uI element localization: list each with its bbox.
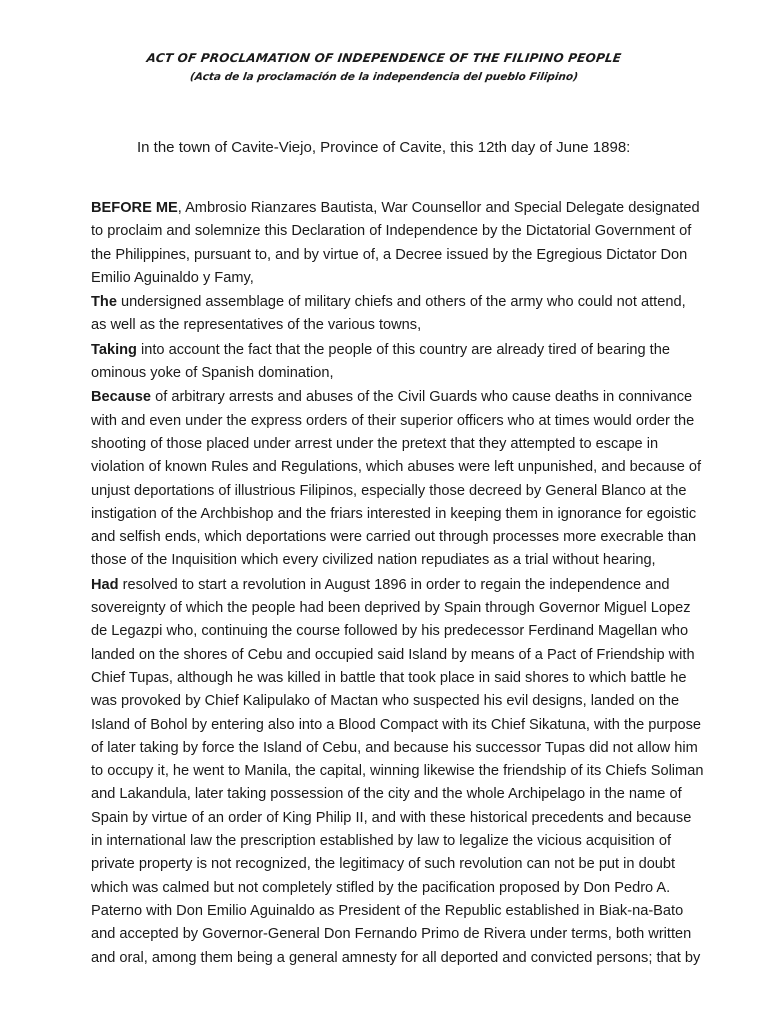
paragraph-text: unjust deportations of illustrious Filipinos, especially those decreed by General Blanco at the [91, 482, 687, 499]
paragraph [91, 574, 731, 970]
document-body [91, 197, 731, 971]
paragraph-text: violation of known Rules and Regulations, which abuses were left unpunished, and because of [91, 459, 702, 476]
paragraph-line [91, 433, 731, 456]
paragraph-text: of arbitrary arrests and abuses of the Civil Guards who cause deaths in connivance [151, 389, 693, 406]
paragraph-text: and oral, among them being a general amnesty for all deported and convicted persons; that by [91, 949, 701, 966]
paragraph-line [91, 620, 731, 643]
paragraph-line [91, 220, 731, 243]
paragraph-text: Spain by virtue of an order of King Philip II, and with these historical precedents and because [91, 809, 692, 826]
paragraph-lead-word: The [91, 294, 117, 311]
paragraph-line [91, 830, 731, 853]
paragraph-line [91, 900, 731, 923]
paragraph [91, 197, 731, 290]
paragraph-line [91, 362, 731, 385]
paragraph-line [91, 526, 731, 549]
paragraph-text: Island of Bohol by entering also into a Blood Compact with its Chief Sikatuna, with the purpose [91, 716, 702, 733]
paragraph-text: undersigned assemblage of military chiefs and others of the army who could not attend, [116, 294, 686, 311]
paragraph-line [91, 386, 731, 409]
paragraph-text: the Philippines, pursuant to, and by virtue of, a Decree issued by the Egregious Dictator Don [91, 246, 688, 263]
paragraph-line [91, 947, 731, 970]
paragraph-line [91, 267, 731, 290]
paragraph-text: Chief Tupas, although he was killed in battle that took place in said shores to which battle he [91, 669, 687, 686]
paragraph-text: into account the fact that the people of this country are already tired of bearing the [136, 341, 670, 358]
paragraph-text: to occupy it, he went to Manila, the capital, winning likewise the friendship of its Chiefs Soliman [91, 763, 704, 780]
paragraph-text: to proclaim and solemnize this Declaration of Independence by the Dictatorial Government of [91, 223, 692, 240]
paragraph-text: ominous yoke of Spanish domination, [91, 365, 334, 382]
paragraph-line [91, 456, 731, 479]
paragraph-line [91, 549, 731, 572]
intro-line: In the town of Cavite-Viejo, Province of Cavite, this 12th day of June 1898: [137, 139, 631, 156]
paragraph-line [91, 853, 731, 876]
document-subtitle: (Acta de la proclamación de la independencia del pueblo Filipino) [189, 71, 579, 83]
paragraph-text: instigation of the Archbishop and the friars interested in keeping them in ignorance for egoistic [91, 505, 697, 522]
paragraph-line [91, 244, 731, 267]
paragraph-line [91, 410, 731, 433]
paragraph-lead-word: Because [91, 389, 152, 406]
paragraph-line [91, 807, 731, 830]
paragraph [91, 291, 731, 338]
paragraph-line [91, 760, 731, 783]
paragraph-line [91, 574, 731, 597]
paragraph-text: and Lakandula, later taking possession of the city and the whole Archipelago in the name of [91, 786, 682, 803]
paragraph-text: resolved to start a revolution in August 1896 in order to regain the independence and [118, 576, 670, 593]
paragraph-line [91, 667, 731, 690]
paragraph-text: and accepted by Governor-General Don Fernando Primo de Rivera under terms, both written [91, 926, 692, 943]
paragraph-text: and selfish ends, which deportations were carried out through processes more execrable than [91, 529, 697, 546]
paragraph-line [91, 291, 731, 314]
paragraph-line [91, 690, 731, 713]
paragraph-line [91, 314, 731, 337]
paragraph-text: de Legazpi who, continuing the course followed by his predecessor Ferdinand Magellan who [91, 623, 689, 640]
paragraph [91, 339, 731, 386]
paragraph-text: was provoked by Chief Kalipulako of Mactan who suspected his evil designs, landed on the [91, 693, 680, 710]
paragraph-text: Paterno with Don Emilio Aguinaldo as President of the Republic established in Biak-na-Bato [91, 902, 684, 919]
paragraph-line [91, 737, 731, 760]
paragraph-line [91, 597, 731, 620]
paragraph-lead-word: Had [91, 576, 119, 593]
paragraph-text: those of the Inquisition which every civilized nation repudiates as a trial without hearing, [91, 552, 656, 569]
paragraph [91, 386, 731, 572]
paragraph-line [91, 644, 731, 667]
document-title: ACT OF PROCLAMATION OF INDEPENDENCE OF THE FILIPINO PEOPLE [145, 51, 623, 65]
paragraph-text: landed on the shores of Cebu and occupied said Island by means of a Pact of Friendship with [91, 646, 695, 663]
paragraph-text: Emilio Aguinaldo y Famy, [91, 269, 254, 286]
paragraph-line [91, 503, 731, 526]
paragraph-line [91, 480, 731, 503]
paragraph-text: with and even under the express orders of their superior officers who at times would order the [91, 412, 695, 429]
paragraph-text: as well as the representatives of the various towns, [91, 317, 422, 334]
paragraph-line [91, 923, 731, 946]
paragraph-text: private property is not recognized, the legitimacy of such revolution can not be put in doubt [91, 856, 676, 873]
paragraph-text: sovereignty of which the people had been deprived by Spain through Governor Miguel Lopez [91, 600, 691, 617]
paragraph-text: in international law the prescription established by law to legalize the vicious acquisition of [91, 833, 672, 850]
paragraph-lead-word: Taking [91, 341, 137, 358]
paragraph-text: of later taking by force the Island of Cebu, and because his successor Tupas did not allow him [91, 739, 698, 756]
paragraph-text: , Ambrosio Rianzares Bautista, War Counsellor and Special Delegate designated [177, 200, 700, 216]
paragraph-line [91, 714, 731, 737]
paragraph-line [91, 197, 731, 220]
paragraph-text: which was calmed but not completely stifled by the pacification proposed by Don Pedro A. [91, 879, 671, 896]
paragraph-line [91, 877, 731, 900]
paragraph-text: shooting of those placed under arrest under the pretext that they attempted to escape in [91, 435, 659, 452]
paragraph-line [91, 783, 731, 806]
paragraph-line [91, 339, 731, 362]
paragraph-lead-word: BEFORE ME [91, 200, 178, 216]
